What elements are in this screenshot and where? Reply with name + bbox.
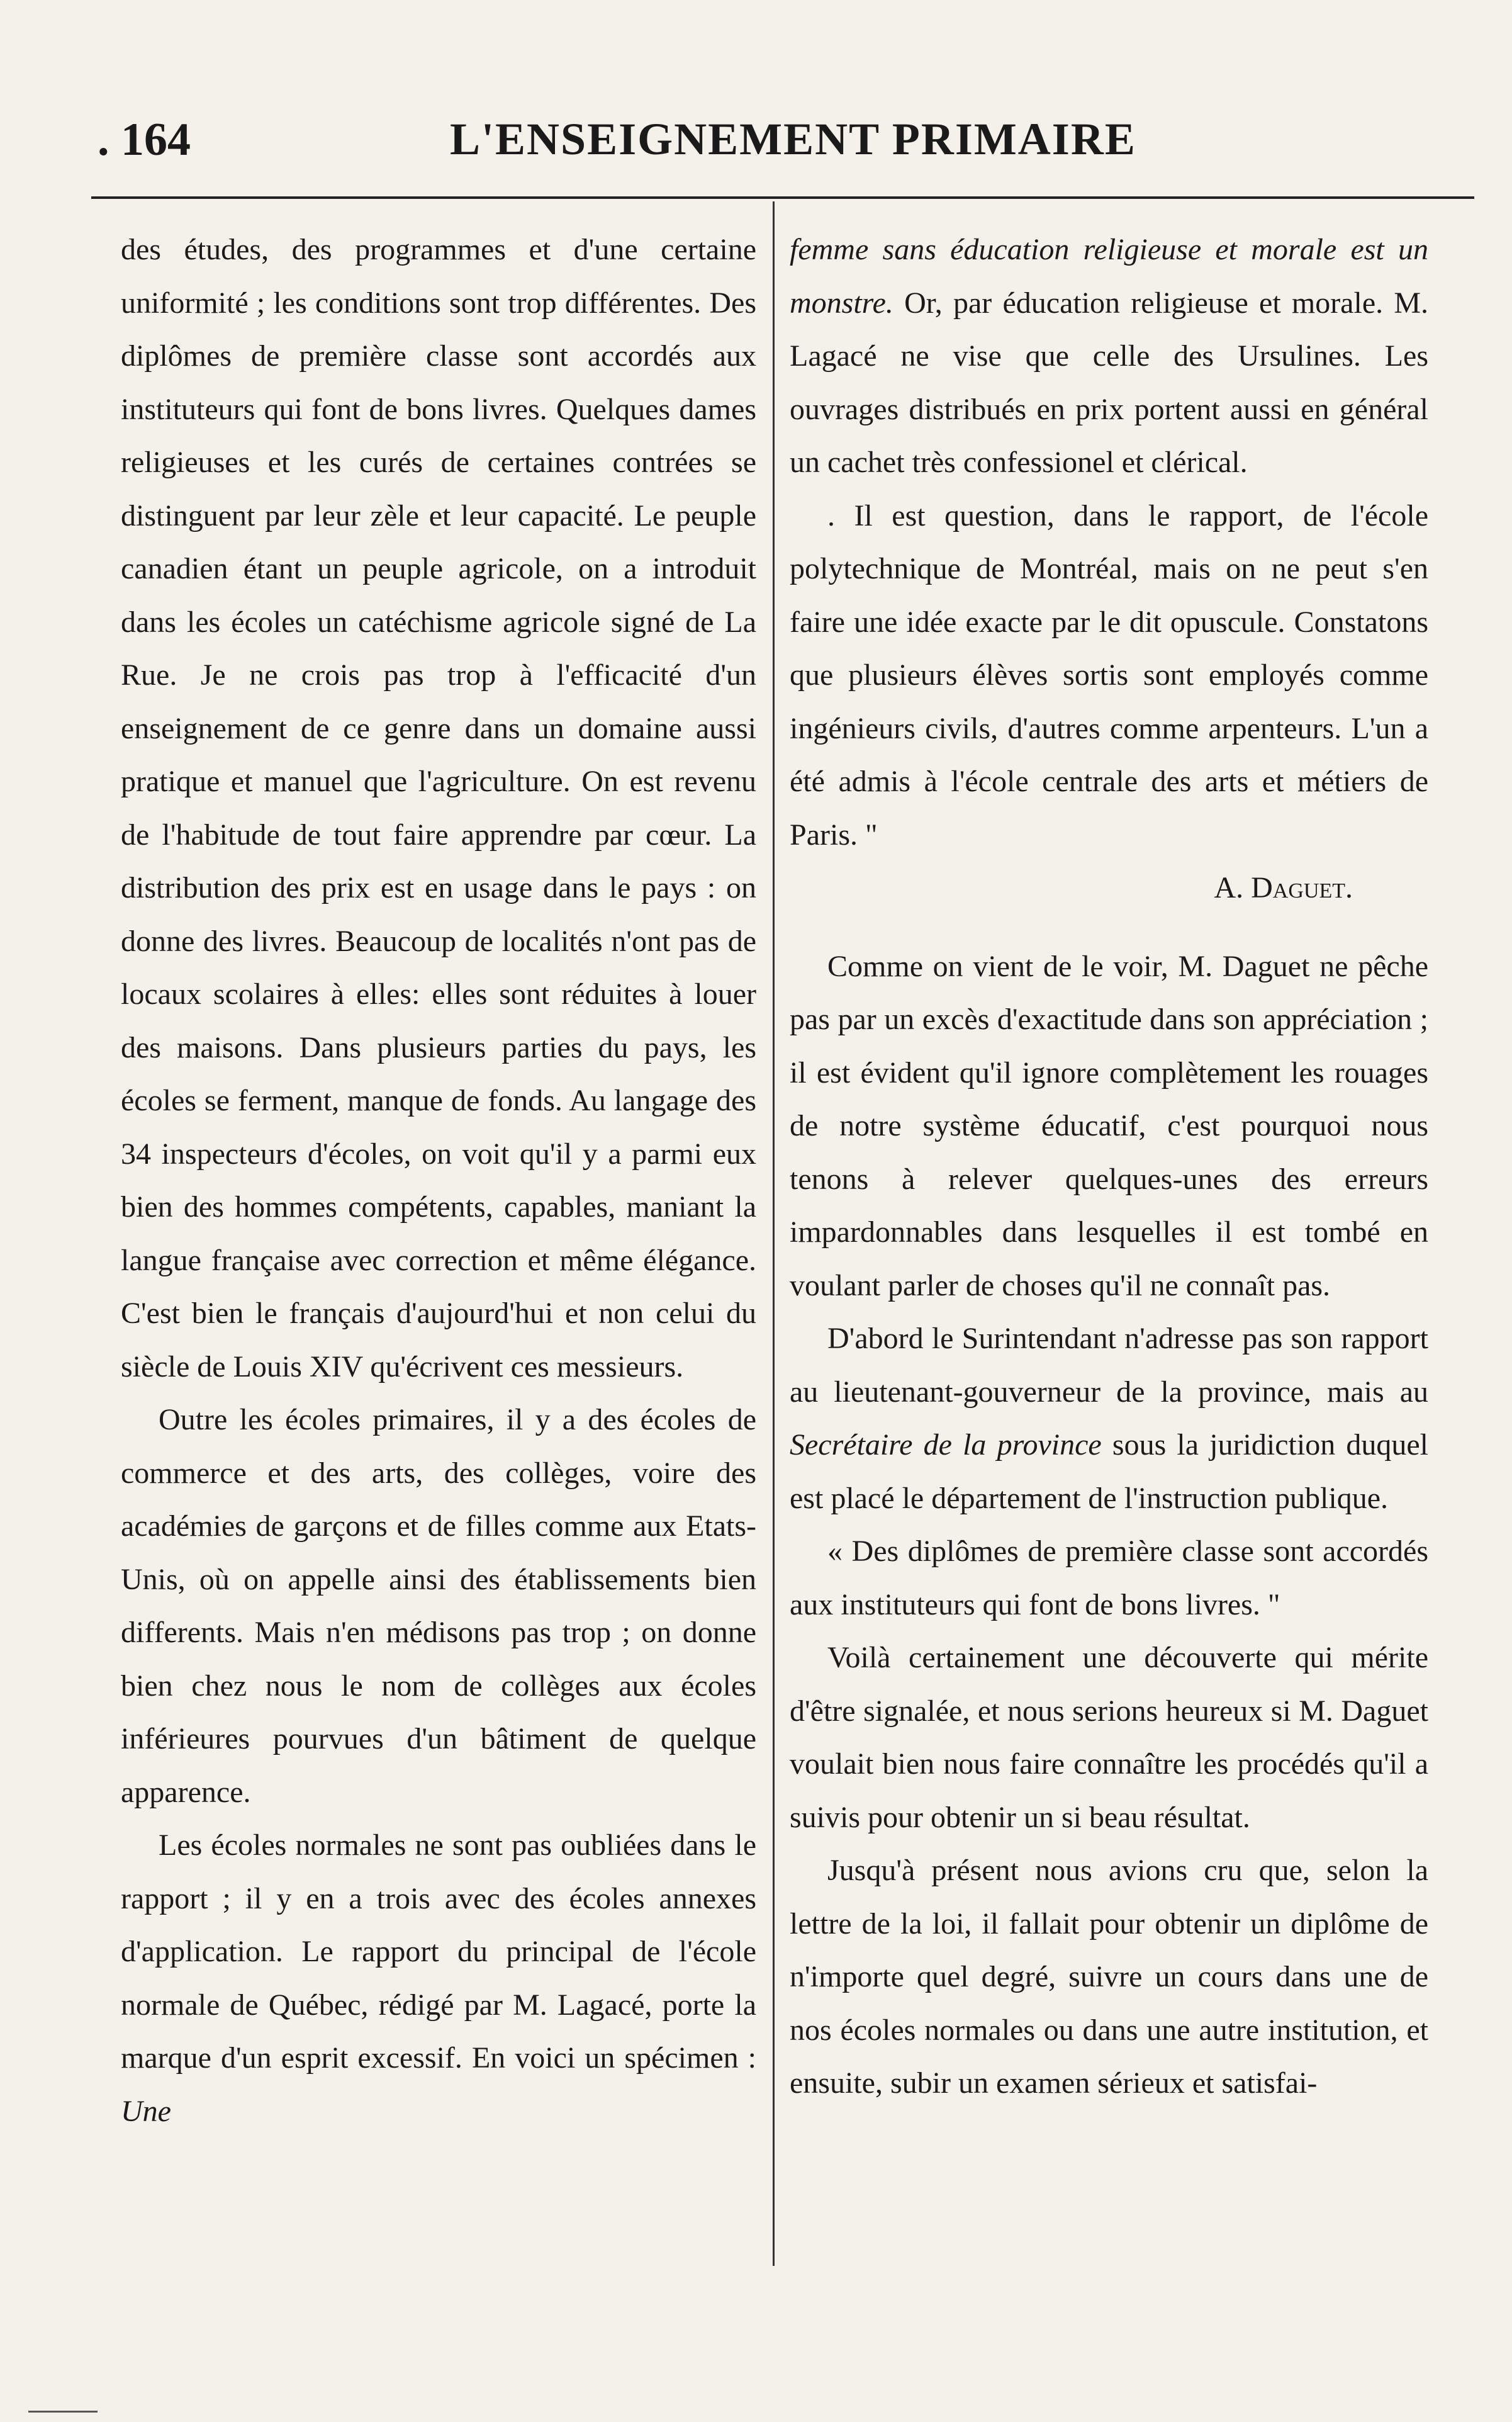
bottom-margin-mark (28, 2411, 98, 2413)
right-paragraph-1 (790, 223, 1428, 490)
right-paragraph-7: Jusqu'à présent nous avions cru que, selon la lettre de la loi, il fallait pour obtenir un diplôme de n'importe quel degré, suivre un cours dans une de nos écoles normales ou dans une autre institution, et ensuite, subir un examen sérieux et satisfai- (790, 1854, 1428, 2100)
running-title: L'ENSEIGNEMENT PRIMAIRE (450, 114, 1136, 164)
column-divider (773, 201, 775, 2266)
right-paragraph-4-text-b: sous la juridiction duquel est placé le département de l'instruction publique. (790, 1428, 1429, 1515)
left-paragraph-1: des études, des programmes et d'une certaine uniformité ; les conditions sont trop différentes. Des diplômes de première classe sont accordés aux instituteurs qui font de bons livres. Quelques dames religieuses et les curés de certaines contrées se distinguent par leur zèle et leur capacité. Le peuple canadien étant un peuple agricole, on a introduit dans les écoles un catéchisme agricole signé de La Rue. Je ne crois pas trop à l'efficacité d'un enseignement de ce genre dans un domaine aussi pratique et manuel que l'agriculture. On est revenu de l'habitude de tout faire apprendre par cœur. La distribution des prix est en usage dans le pays : on donne des livres. Beaucoup de localités n'ont pas de locaux scolaires à elles: elles sont réduites à louer des maisons. Dans plusieurs parties du pays, les écoles se ferment, manque de fonds. Au langage des 34 inspecteurs d'écoles, on voit qu'il y a parmi eux bien des hommes compétents, capables, maniant la langue française avec correction et même élégance. C'est bien le français d'aujourd'hui et non celui du siècle de Louis XIV qu'écrivent ces messieurs. (121, 233, 756, 1383)
left-paragraph-3 (121, 1819, 756, 2138)
right-paragraph-4-text-a: D'abord le Surintendant n'adresse pas son rapport au lieutenant-gouverneur de la province, mais au (790, 1322, 1428, 1409)
left-paragraph-2: Outre les écoles primaires, il y a des écoles de commerce et des arts, des collèges, voire des académies de garçons et de filles comme aux Etats-Unis, où on appelle ainsi des établissements bien differents. Mais n'en médisons pas trop ; on donne bien chez nous le nom de collèges aux écoles inférieures pourvues d'un bâtiment de quelque apparence. (121, 1403, 756, 1809)
right-paragraph-3: Comme on vient de le voir, M. Daguet ne pêche pas par un excès d'exactitude dans son appréciation ; il est évident qu'il ignore complètement les rouages de notre système éducatif, c'est pourquoi nous tenons à relever quelques-unes des erreurs impardonnables dans lesquelles il est tombé en voulant parler de choses qu'il ne connaît pas. (790, 949, 1428, 1302)
right-paragraph-5: « Des diplômes de première classe sont accordés aux instituteurs qui font de bons livres. " (790, 1535, 1428, 1621)
header-rule (91, 196, 1474, 199)
left-paragraph-3-italic: Une (121, 2094, 171, 2128)
page-number: . 164 (98, 114, 191, 166)
right-paragraph-6: Voilà certainement une découverte qui mérite d'être signalée, et nous serions heureux si M. Daguet voulait bien nous faire connaître les procédés qu'il a suivis pour obtenir un si beau résultat. (790, 1641, 1428, 1834)
left-column (121, 223, 756, 2138)
right-paragraph-1-text: Or, par éducation religieuse et morale. M. Lagacé ne vise que celle des Ursulines. Les ouvrages distribués en prix portent aussi en général un cachet très confessionel et clérical. (790, 286, 1428, 479)
left-paragraph-3-text: Les écoles normales ne sont pas oubliées dans le rapport ; il y en a trois avec des écoles annexes d'application. Le rapport du principal de l'école normale de Québec, rédigé par M. Lagacé, porte la marque d'un esprit excessif. En voici un spécimen : (121, 1828, 756, 2075)
right-paragraph-1-italic: femme sans éducation religieuse et morale est un monstre. (790, 233, 1428, 320)
right-column (790, 223, 1428, 2110)
section-gap (790, 915, 1428, 940)
signature: A. Daguet. (1214, 871, 1353, 904)
right-paragraph-2: . Il est question, dans le rapport, de l'école polytechnique de Montréal, mais on ne peut s'en faire une idée exacte par le dit opuscule. Constatons que plusieurs élèves sortis sont employés comme ingénieurs civils, d'autres comme arpenteurs. L'un a été admis à l'école centrale des arts et métiers de Paris. " (790, 498, 1428, 852)
right-paragraph-4-italic: Secrétaire de la province (790, 1428, 1102, 1462)
page-header (98, 113, 1455, 176)
right-paragraph-4 (790, 1312, 1428, 1525)
